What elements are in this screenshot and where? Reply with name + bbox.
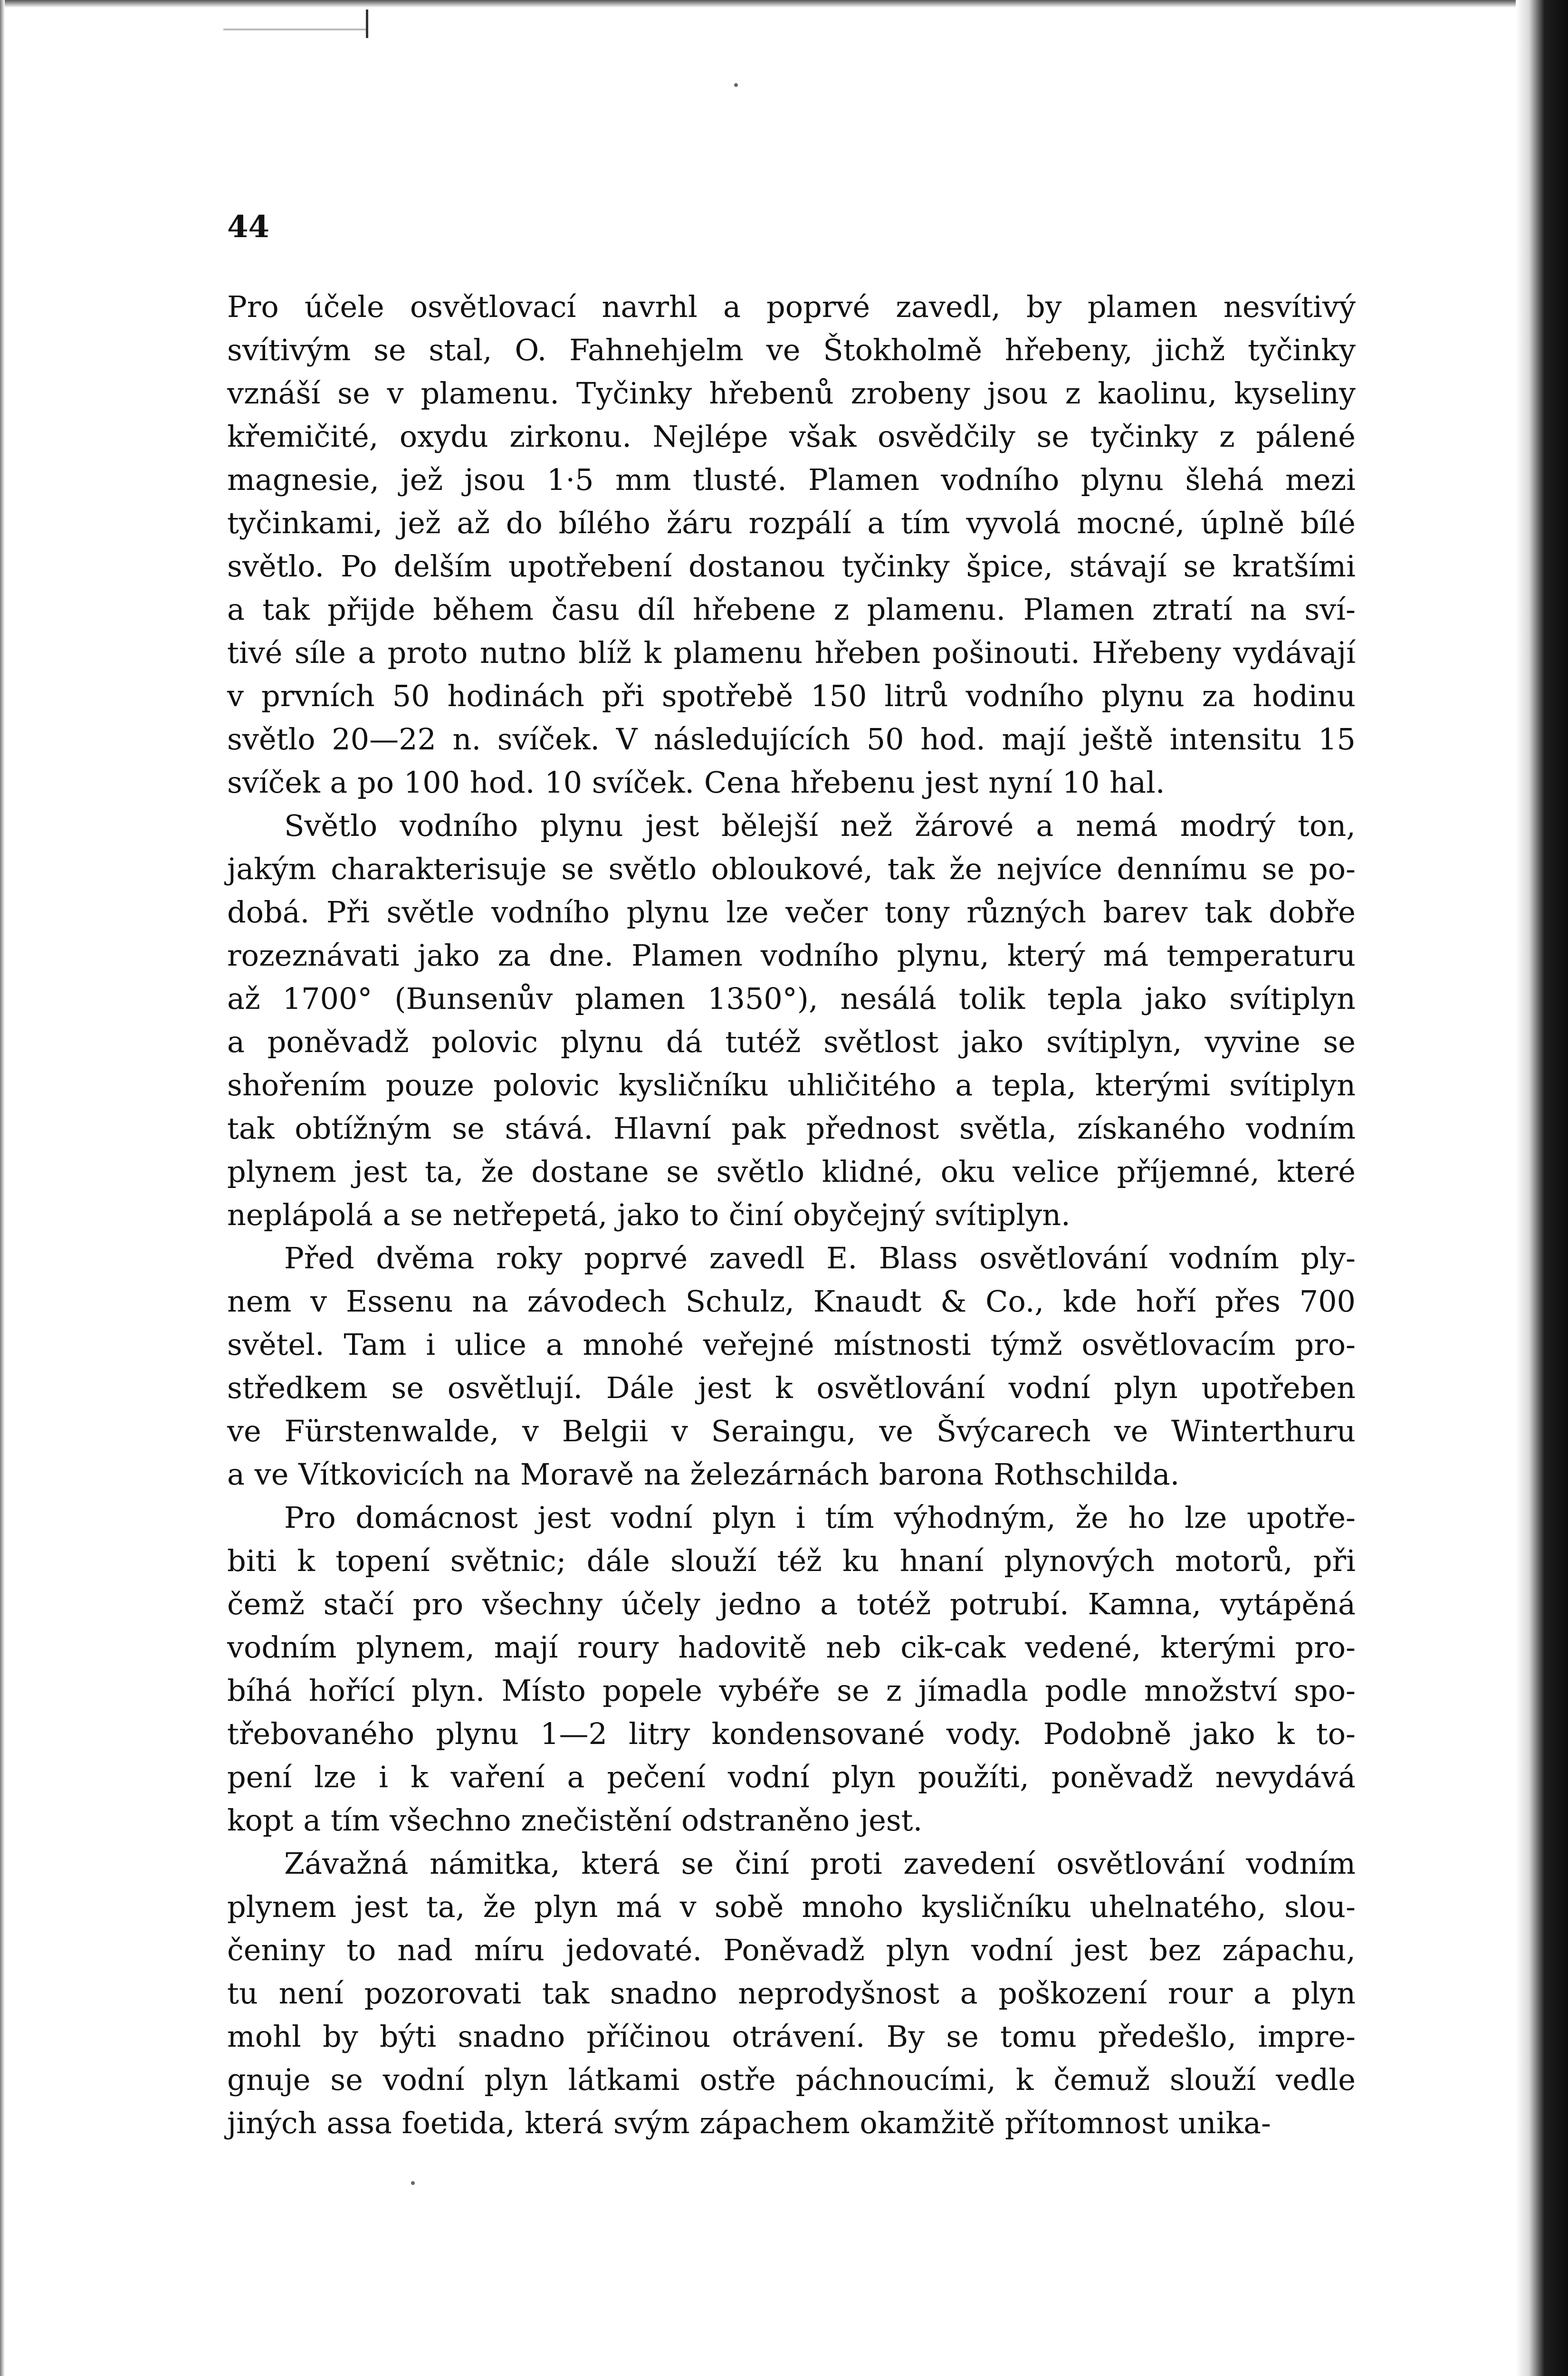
text-line: Pro domácnost jest vodní plyn i tím výhodným, že ho lze upotře- [284, 1500, 1356, 1535]
text-line: magnesie, jež jsou 1·5 mm tlusté. Plamen vodního plynu šlehá mezi [227, 462, 1356, 497]
text-line: neplápolá a se netřepetá, jako to činí obyčejný svítiplyn. [227, 1198, 1071, 1232]
text-line: biti k topení světnic; dále slouží též ku hnaní plynových motorů, při [227, 1543, 1356, 1578]
page-number: 44 [227, 209, 270, 245]
text-line: plynem jest ta, že dostane se světlo klidné, oku velice příjemné, které [227, 1154, 1356, 1189]
text-line: shořením pouze polovic kysličníku uhličitého a tepla, kterými svítiplyn [227, 1068, 1356, 1102]
text-line: bíhá hořící plyn. Místo popele vybéře se z jímadla podle množství spo- [227, 1673, 1356, 1708]
text-line: a tak přijde během času díl hřebene z plamenu. Plamen ztratí na sví- [227, 592, 1356, 627]
text-line: v prvních 50 hodinách při spotřebě 150 litrů vodního plynu za hodinu [227, 679, 1356, 713]
text-line: gnuje se vodní plyn látkami ostře páchnoucími, k čemuž slouží vedle [227, 2062, 1356, 2097]
text-line: světlo 20—22 n. svíček. V následujících 50 hod. mají ještě intensitu 15 [227, 722, 1356, 757]
scan-edge-left [0, 0, 5, 2376]
text-line: tivé síle a proto nutno blíž k plamenu hřeben pošinouti. Hřebeny vydávají [227, 635, 1356, 670]
text-line: svítivým se stal, O. Fahnehjelm ve Štokholmě hřebeny, jichž tyčinky [227, 333, 1356, 367]
text-line: čeniny to nad míru jedovaté. Poněvadž plyn vodní jest bez zápachu, [227, 1933, 1356, 1967]
text-line: Před dvěma roky poprvé zavedl E. Blass osvětlování vodním ply- [284, 1241, 1356, 1275]
scan-edge-right [1516, 0, 1568, 2376]
text-line: mohl by býti snadno příčinou otrávení. By se tomu předešlo, impre- [227, 2019, 1356, 2054]
text-line: vodním plynem, mají roury hadovitě neb cik-cak vedené, kterými pro- [227, 1630, 1356, 1665]
paragraph [227, 1236, 1356, 1496]
paragraph [227, 804, 1356, 1236]
text-line: Závažná námitka, která se činí proti zavedení osvětlování vodním [284, 1846, 1356, 1881]
scan-speck [411, 2181, 415, 2185]
scan-artifact-line [223, 29, 366, 30]
text-line: kopt a tím všechno znečistění odstraněno jest. [227, 1803, 923, 1838]
text-line: Pro účele osvětlovací navrhl a poprvé zavedl, by plamen nesvítivý [227, 289, 1356, 324]
text-line: křemičité, oxydu zirkonu. Nejlépe však osvědčily se tyčinky z pálené [227, 419, 1356, 454]
text-line: pení lze i k vaření a pečení vodní plyn použíti, poněvadž nevydává [227, 1760, 1356, 1794]
text-line: dobá. Při světle vodního plynu lze večer tony různých barev tak dobře [227, 895, 1356, 929]
text-line: a poněvadž polovic plynu dá tutéž světlost jako svítiplyn, vyvine se [227, 1025, 1356, 1059]
text-line: jakým charakterisuje se světlo obloukové, tak že nejvíce dennímu se po- [227, 852, 1356, 886]
text-line: tu není pozorovati tak snadno neprodyšnost a poškození rour a plyn [227, 1976, 1356, 2011]
text-line: ve Fürstenwalde, v Belgii v Seraingu, ve Švýcarech ve Winterthuru [227, 1414, 1356, 1448]
text-line: Světlo vodního plynu jest bělejší než žárové a nemá modrý ton, [284, 808, 1356, 843]
text-line: vznáší se v plamenu. Tyčinky hřebenů zrobeny jsou z kaolinu, kyseliny [227, 376, 1356, 411]
text-line: tak obtížným se stává. Hlavní pak přednost světla, získaného vodním [227, 1111, 1356, 1146]
text-line: třebovaného plynu 1—2 litry kondensované vody. Podobně jako k to- [227, 1716, 1356, 1751]
text-line: a ve Vítkovicích na Moravě na železárnách barona Rothschilda. [227, 1457, 1180, 1492]
text-line: čemž stačí pro všechny účely jedno a totéž potrubí. Kamna, vytápěná [227, 1587, 1356, 1621]
text-line: světel. Tam i ulice a mnohé veřejné místnosti týmž osvětlovacím pro- [227, 1327, 1356, 1362]
paragraph [227, 1842, 1356, 2145]
scan-edge-top [0, 0, 1568, 8]
text-line: rozeznávati jako za dne. Plamen vodního plynu, který má temperaturu [227, 938, 1356, 973]
text-line: plynem jest ta, že plyn má v sobě mnoho kysličníku uhelnatého, slou- [227, 1889, 1356, 1924]
text-line: nem v Essenu na závodech Schulz, Knaudt & Co., kde hoří přes 700 [227, 1284, 1356, 1319]
paragraph [227, 285, 1356, 804]
body-text [227, 285, 1356, 2145]
text-line: jiných assa foetida, která svým zápachem okamžitě přítomnost unika- [227, 2106, 1271, 2140]
text-line: světlo. Po delším upotřebení dostanou tyčinky špice, stávají se kratšími [227, 549, 1356, 584]
text-line: až 1700° (Bunsenův plamen 1350°), nesálá tolik tepla jako svítiplyn [227, 981, 1356, 1016]
text-line: svíček a po 100 hod. 10 svíček. Cena hřebenu jest nyní 10 hal. [227, 765, 1165, 800]
text-line: tyčinkami, jež až do bílého žáru rozpálí a tím vyvolá mocné, úplně bílé [227, 506, 1356, 540]
scan-artifact-tick [366, 10, 368, 38]
text-line: středkem se osvětlují. Dále jest k osvětlování vodní plyn upotřeben [227, 1370, 1356, 1405]
scan-speck [734, 83, 738, 87]
paragraph [227, 1496, 1356, 1842]
